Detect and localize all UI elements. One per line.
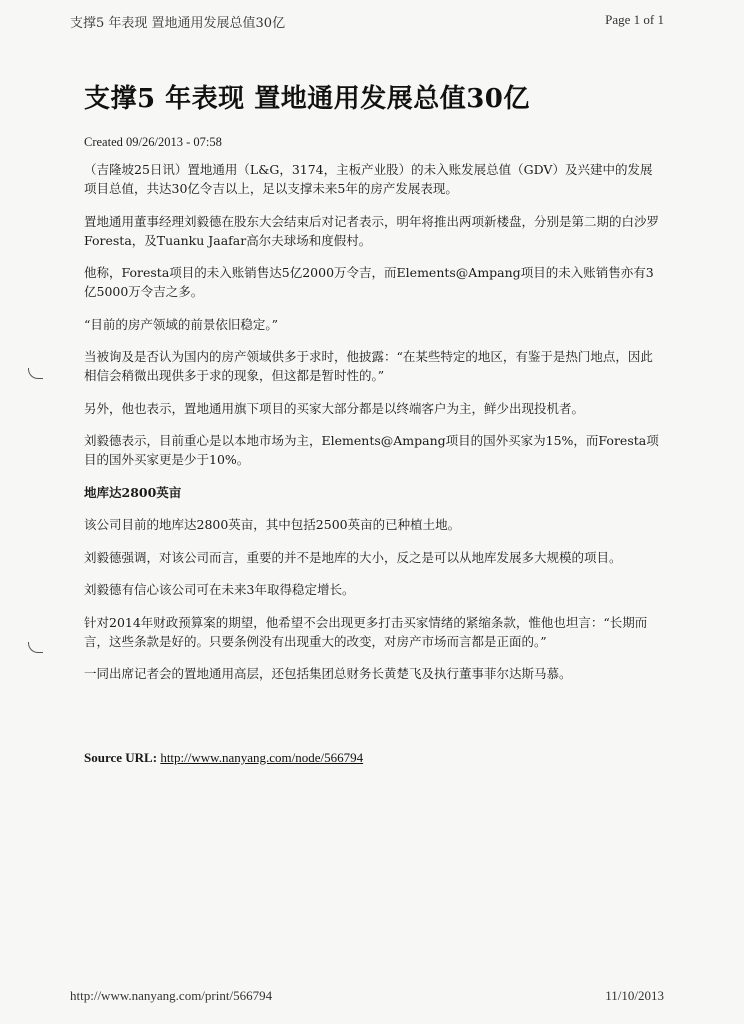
print-header-title: 支撑5 年表现 置地通用发展总值30亿	[70, 16, 286, 31]
article-paragraph: （吉隆坡25日讯）置地通用（L&G，3174，主板产业股）的未入账发展总值（GDV）及兴建中的发展项目总值，共达30亿令吉以上，足以支撑未来5年的房产发展表现。	[84, 162, 653, 196]
article-paragraph: 针对2014年财政预算案的期望，他希望不会出现更多打击买家情绪的紧缩条款，惟他也坦言：“长期而言，这些条款是好的。只要条例没有出现重大的改变，对房产市场而言都是正面的。”	[84, 614, 648, 649]
source-url-link[interactable]: http://www.nanyang.com/node/566794	[160, 750, 364, 765]
article-paragraph: 刘毅德表示，目前重心是以本地市场为主，Elements@Ampang项目的国外买家为15%，而Foresta项目的国外买家更是少于10%。	[84, 433, 659, 467]
source-label: Source URL:	[84, 750, 158, 765]
article-paragraph: 他称，Foresta项目的未入账销售达5亿2000万令吉，而Elements@Ampang项目的未入账销售亦有3亿5000万令吉之多。	[84, 265, 654, 299]
print-header-page-number: Page 1 of 1	[605, 12, 664, 27]
article-paragraph: 置地通用董事经理刘毅德在股东大会结束后对记者表示，明年将推出两项新楼盘，分别是第二期的白沙罗Foresta，及Tuanku Jaafar高尔夫球场和度假村。	[84, 213, 660, 248]
article-paragraph: 刘毅德强调，对该公司而言，重要的并不是地库的大小，反之是可以从地库发展多大规模的项目。	[84, 549, 622, 565]
article-body	[84, 160, 664, 697]
article-paragraph: 该公司目前的地库达2800英亩，其中包括2500英亩的已种植土地。	[84, 517, 461, 532]
article-paragraph: 另外，他也表示，置地通用旗下项目的买家大部分都是以终端客户为主，鲜少出现投机者。	[84, 400, 585, 416]
article-paragraph: 当被询及是否认为国内的房产领域供多于求时，他披露：“在某些特定的地区，有鉴于是热门地点，因此相信会稍微出现供多于求的现象，但这都是暂时性的。”	[84, 349, 653, 383]
scan-artifact-mark	[28, 368, 43, 379]
source-line	[84, 750, 363, 766]
article-created-date: Created 09/26/2013 - 07:58	[84, 135, 222, 149]
print-footer-date: 11/10/2013	[605, 988, 664, 1003]
article-headline: 支撑5 年表现 置地通用发展总值30亿	[84, 84, 530, 114]
scan-artifact-mark	[28, 642, 43, 653]
article-paragraph: 刘毅德有信心该公司可在未来3年取得稳定增长。	[84, 582, 355, 597]
article-subheading: 地库达2800英亩	[84, 484, 182, 500]
article-paragraph: 一同出席记者会的置地通用高层，还包括集团总财务长黄楚飞及执行董事菲尔达斯马慕。	[84, 666, 572, 681]
article-paragraph: “目前的房产领域的前景依旧稳定。”	[84, 316, 279, 332]
print-footer-url: http://www.nanyang.com/print/566794	[70, 988, 273, 1003]
